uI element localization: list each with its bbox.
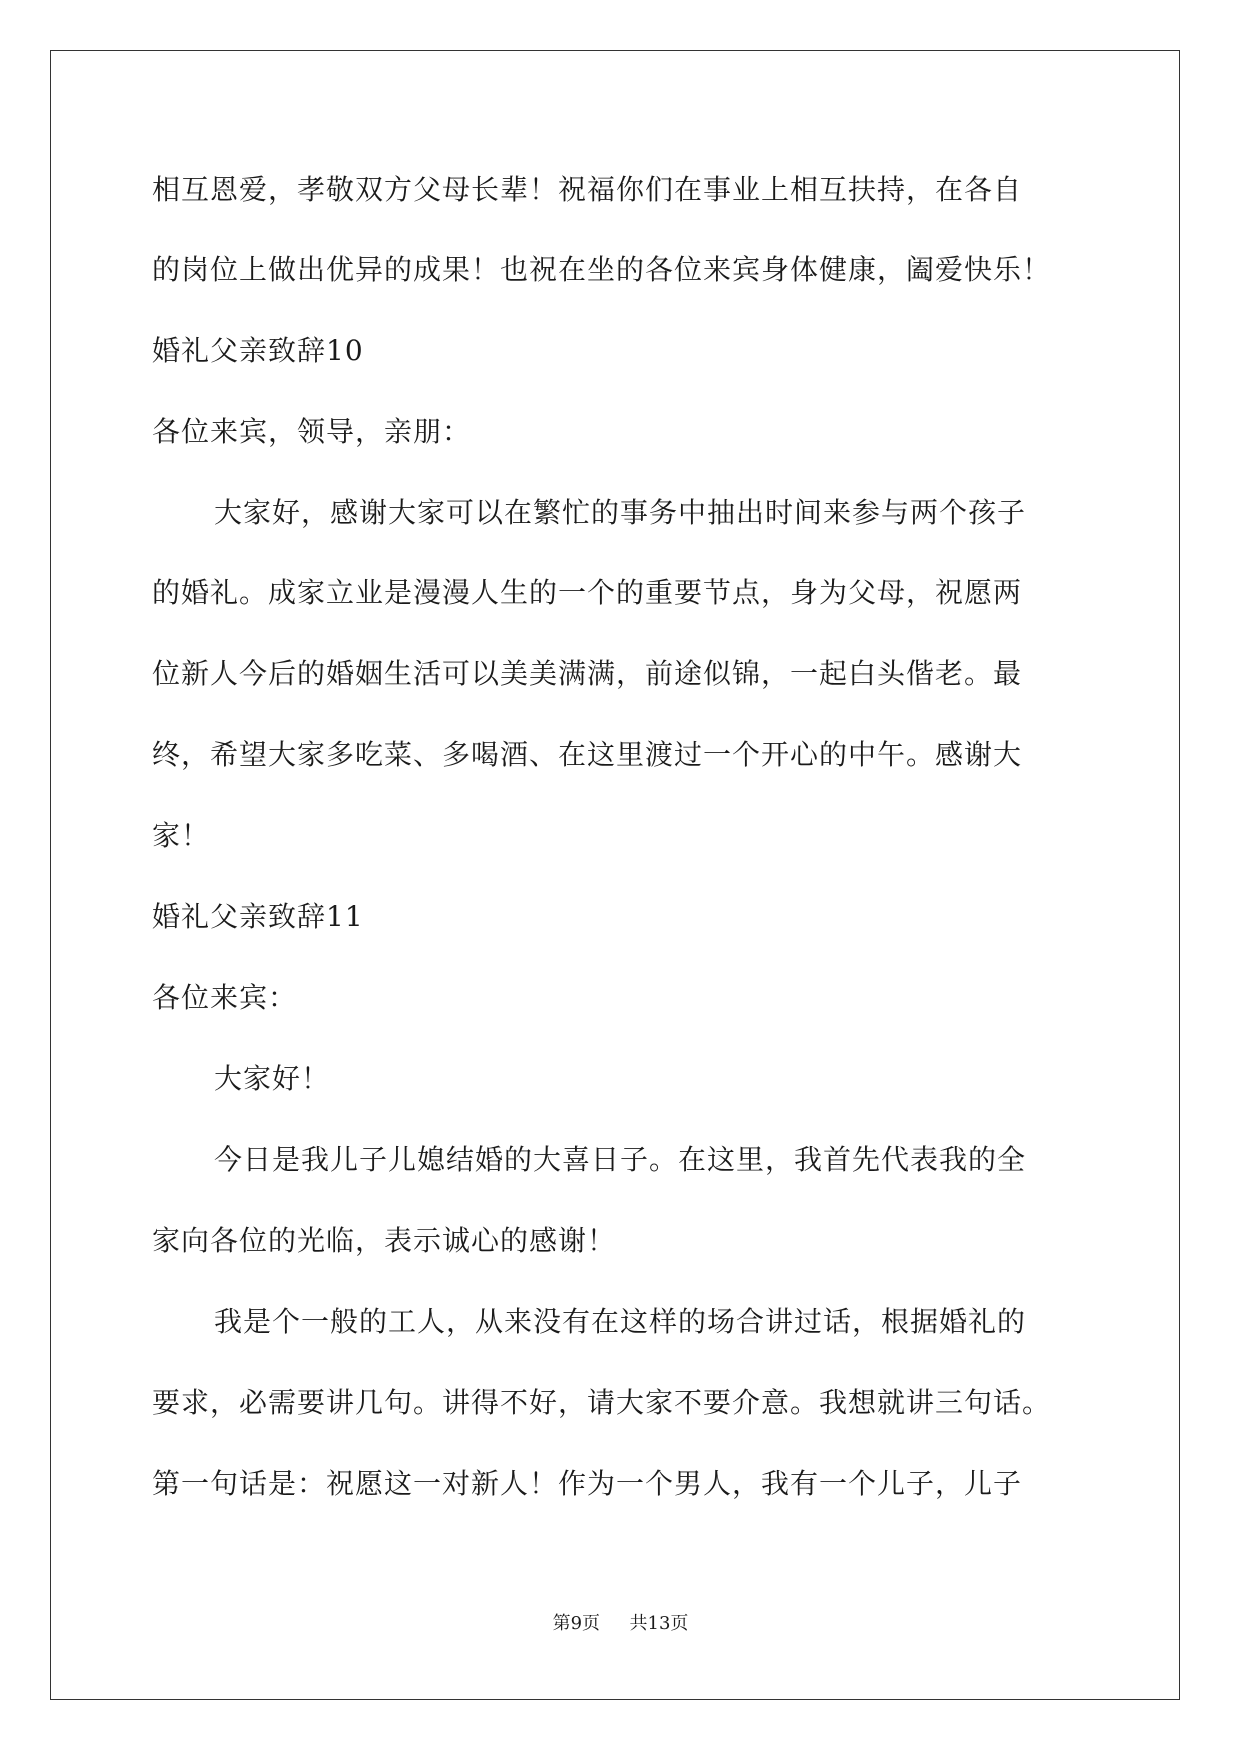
page-border xyxy=(50,50,1180,1700)
paragraph-line: 家向各位的光临，表示诚心的感谢！ xyxy=(152,1224,617,1257)
page-number: 第9页 xyxy=(552,1613,601,1634)
paragraph-line: 的婚礼。成家立业是漫漫人生的一个的重要节点，身为父母，祝愿两 xyxy=(152,576,1023,609)
section-heading: 婚礼父亲致辞10 xyxy=(152,334,364,367)
paragraph-line: 大家好，感谢大家可以在繁忙的事务中抽出时间来参与两个孩子 xyxy=(214,496,1027,529)
paragraph-line: 位新人今后的婚姻生活可以美美满满，前途似锦，一起白头偕老。最 xyxy=(152,657,1023,690)
paragraph-line: 今日是我儿子儿媳结婚的大喜日子。在这里，我首先代表我的全 xyxy=(214,1143,1027,1176)
page-total: 共13页 xyxy=(629,1613,689,1634)
salutation: 各位来宾： xyxy=(152,981,298,1014)
paragraph-line: 终，希望大家多吃菜、多喝酒、在这里渡过一个开心的中午。感谢大 xyxy=(152,738,1023,771)
paragraph-line: 我是个一般的工人，从来没有在这样的场合讲过话，根据婚礼的 xyxy=(214,1305,1027,1338)
paragraph-line: 大家好！ xyxy=(214,1062,331,1095)
paragraph-line: 家！ xyxy=(152,819,211,852)
paragraph-line: 要求，必需要讲几句。讲得不好，请大家不要介意。我想就讲三句话。 xyxy=(152,1386,1052,1419)
page-footer xyxy=(0,1612,1241,1636)
section-heading: 婚礼父亲致辞11 xyxy=(152,900,364,933)
paragraph-line: 第一句话是：祝愿这一对新人！作为一个男人，我有一个儿子，儿子 xyxy=(152,1467,1023,1500)
paragraph-line: 相互恩爱，孝敬双方父母长辈！祝福你们在事业上相互扶持，在各自 xyxy=(152,173,1023,206)
paragraph-line: 的岗位上做出优异的成果！也祝在坐的各位来宾身体健康，阖爱快乐！ xyxy=(152,253,1052,286)
salutation: 各位来宾，领导，亲朋： xyxy=(152,415,472,448)
